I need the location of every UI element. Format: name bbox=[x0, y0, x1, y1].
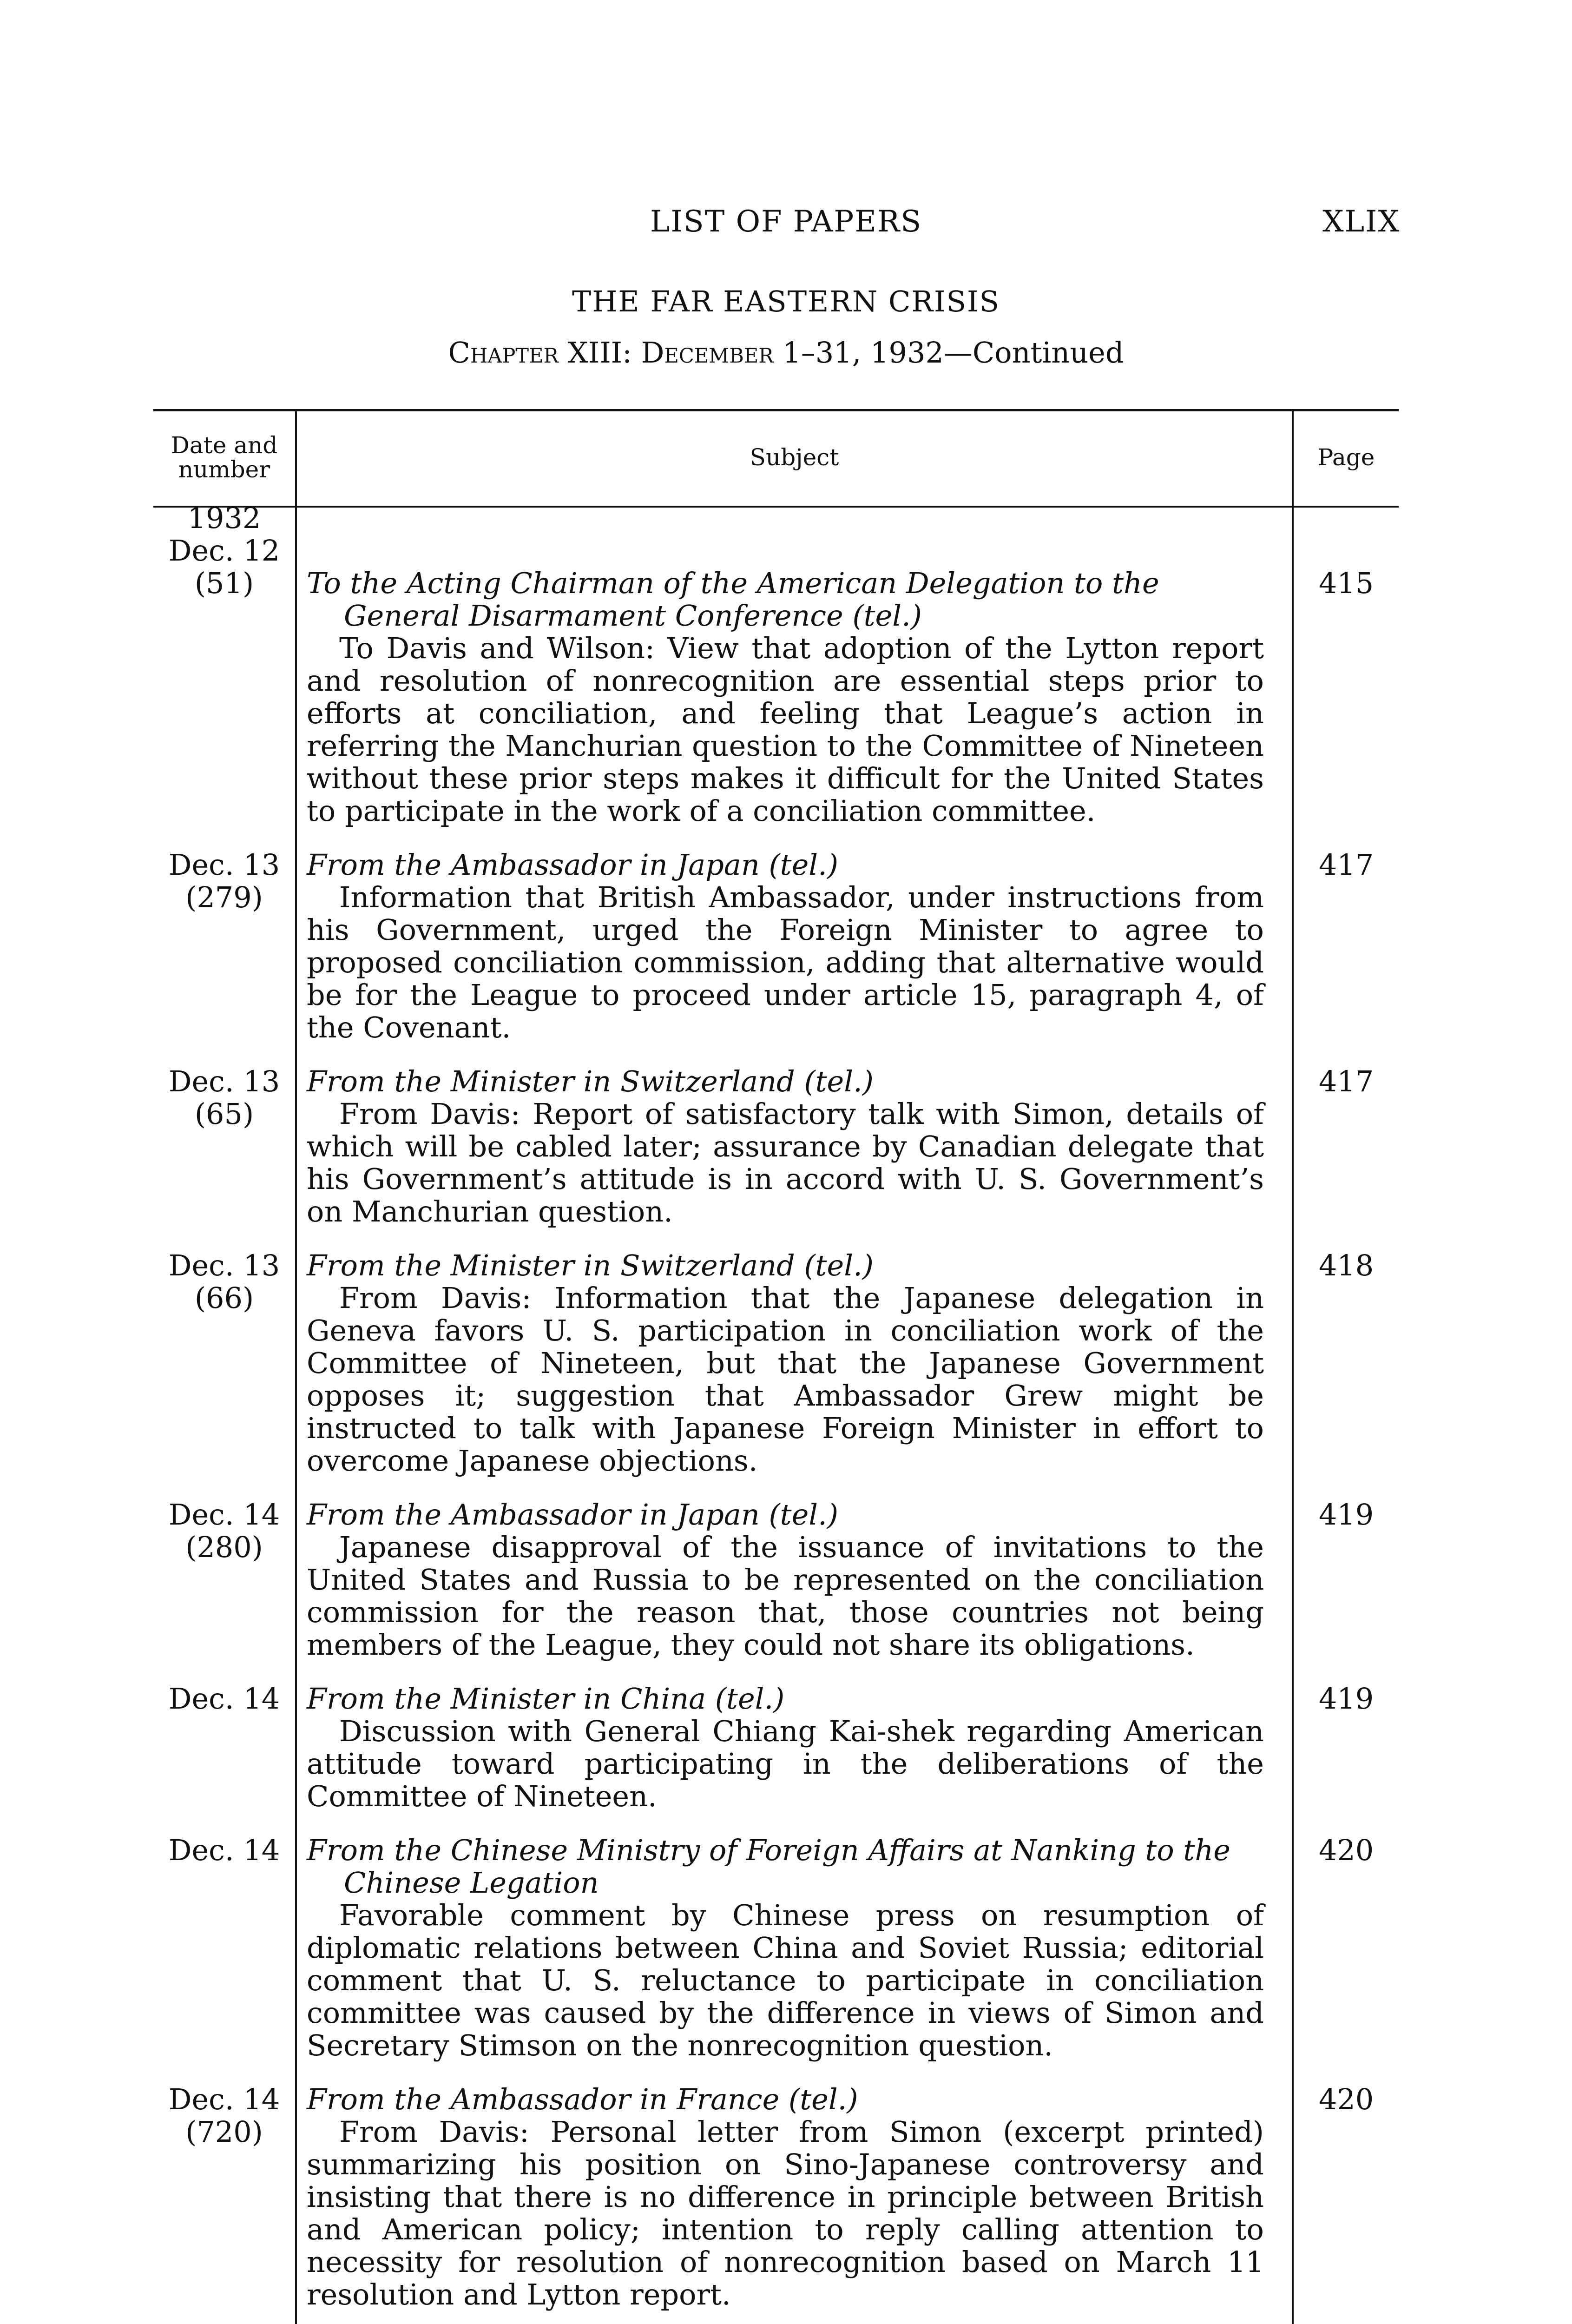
entry-date: Dec. 13 bbox=[168, 848, 280, 882]
entry-page: 419 bbox=[1318, 1682, 1374, 1716]
list-item bbox=[0, 1249, 1572, 1477]
entry-date-number bbox=[153, 1249, 295, 1314]
section-title: THE FAR EASTERN CRISIS bbox=[572, 284, 1000, 318]
entry-page: 420 bbox=[1318, 1833, 1374, 1867]
entry-summary: Discussion with General Chiang Kai-shek regarding American attitude toward participating in the deliberations of the Committee of Nineteen. bbox=[307, 1714, 1264, 1813]
entry-subject bbox=[307, 535, 1264, 827]
entry-summary: Japanese disapproval of the issuance of invitations to the United States and Russia to be represented on the conciliation commission for the reason that, those countries not being members of the League, they could not share its obligations. bbox=[307, 1530, 1264, 1662]
entry-subject bbox=[307, 2083, 1264, 2311]
entry-date: Dec. 14 bbox=[168, 1833, 280, 1867]
entry-number: (720) bbox=[185, 2115, 263, 2149]
entry-date-number bbox=[153, 2083, 295, 2148]
running-head-title: LIST OF PAPERS bbox=[650, 205, 922, 239]
entry-heading: To the Acting Chairman of the American Delegation to the General Disarmament Conference (tel.) bbox=[307, 566, 1159, 633]
entry-heading: From the Minister in Switzerland (tel.) bbox=[307, 1064, 874, 1098]
table-header-rule bbox=[153, 506, 1399, 508]
entry-heading: From the Minister in Switzerland (tel.) bbox=[307, 1248, 874, 1282]
entry-page: 415 bbox=[1318, 566, 1374, 600]
entry-page: 419 bbox=[1318, 1498, 1374, 1532]
entry-heading: From the Ambassador in France (tel.) bbox=[307, 2082, 858, 2116]
column-header-subject: Subject bbox=[750, 443, 839, 471]
entry-date: Dec. 13 bbox=[168, 1064, 280, 1098]
entry-summary: From Davis: Information that the Japanese delegation in Geneva favors U. S. participation in conciliation work of the Committee of Nineteen, but that the Japanese Government opposes it; suggestion that Ambassador Grew might be instructed to talk with Japanese Foreign Minister in effort to overcome Japanese objections. bbox=[307, 1281, 1264, 1478]
entry-heading: From the Ambassador in Japan (tel.) bbox=[307, 1498, 839, 1532]
entry-date-number bbox=[153, 1065, 295, 1130]
list-item bbox=[0, 1834, 1572, 2062]
entry-heading: From the Ambassador in Japan (tel.) bbox=[307, 848, 839, 882]
entry-number: (65) bbox=[194, 1097, 254, 1131]
entry-date-number bbox=[153, 1683, 295, 1715]
entry-summary: Favorable comment by Chinese press on resumption of diplomatic relations between China and Soviet Russia; editorial comment that U. S. reluctance to participate in conciliation committee was caused by the difference in views of Simon and Secretary Stimson on the nonrecognition question. bbox=[307, 1898, 1264, 2062]
entry-number: (280) bbox=[185, 1530, 263, 1564]
entry-subject bbox=[307, 849, 1264, 1044]
entry-date: Dec. 14 bbox=[168, 1682, 280, 1716]
column-header-page: Page bbox=[1317, 443, 1375, 471]
chapter-dates: December bbox=[641, 336, 774, 370]
entry-summary: From Davis: Report of satisfactory talk with Simon, details of which will be cabled later; assurance by Canadian delegate that his Government’s attitude is in accord with U. S. Government’s on Manchurian question. bbox=[307, 1097, 1264, 1228]
entry-date: Dec. 12 bbox=[168, 534, 280, 568]
list-item bbox=[0, 1065, 1572, 1228]
list-item bbox=[0, 2083, 1572, 2311]
entry-date: Dec. 14 bbox=[168, 2082, 280, 2116]
entry-date-number bbox=[153, 1834, 295, 1867]
entry-subject bbox=[307, 1249, 1264, 1477]
entry-number: (279) bbox=[185, 880, 263, 914]
list-item bbox=[0, 1683, 1572, 1813]
running-head bbox=[0, 205, 1572, 246]
entry-date-number bbox=[153, 849, 295, 914]
entry-summary: To Davis and Wilson: View that adoption of the Lytton report and resolution of nonrecognition are essential steps prior to efforts at conciliation, and feeling that League’s action in referring the Manchurian question to the Committee of Nineteen without these prior steps makes it difficult for the United States to participate in the work of a conciliation committee. bbox=[307, 631, 1264, 828]
list-item bbox=[0, 849, 1572, 1044]
entry-number: (51) bbox=[194, 566, 254, 600]
entry-page: 420 bbox=[1318, 2082, 1374, 2116]
column-header-date: Date and number bbox=[171, 431, 278, 483]
entry-summary: Information that British Ambassador, under instructions from his Government, urged the Foreign Minister to agree to proposed conciliation commission, adding that alternative would be for the League to proceed under article 15, paragraph 4, of the Covenant. bbox=[307, 880, 1264, 1044]
entry-page: 417 bbox=[1318, 1064, 1374, 1098]
list-item bbox=[0, 1499, 1572, 1661]
entry-date: Dec. 13 bbox=[168, 1248, 280, 1282]
chapter-number: XIII: bbox=[567, 336, 632, 370]
entry-subject bbox=[307, 1499, 1264, 1661]
papers-list bbox=[0, 501, 1572, 2311]
entry-date-number bbox=[153, 1499, 295, 1564]
entry-heading: From the Minister in China (tel.) bbox=[307, 1682, 785, 1716]
entry-subject bbox=[307, 1065, 1264, 1228]
entry-date: Dec. 14 bbox=[168, 1498, 280, 1532]
entry-heading: From the Chinese Ministry of Foreign Affairs at Nanking to the Chinese Legation bbox=[307, 1833, 1230, 1900]
entry-subject bbox=[307, 1683, 1264, 1813]
entry-number: (66) bbox=[194, 1281, 254, 1315]
chapter-label: Chapter bbox=[448, 336, 559, 370]
entry-page: 417 bbox=[1318, 848, 1374, 882]
entry-subject bbox=[307, 1834, 1264, 2062]
entry-date-number bbox=[153, 502, 295, 600]
entry-page: 418 bbox=[1318, 1248, 1374, 1282]
chapter-title bbox=[0, 336, 1572, 370]
entry-year: 1932 bbox=[187, 501, 261, 535]
entry-summary: From Davis: Personal letter from Simon (excerpt printed) summarizing his position on Sino-Japanese controversy and insisting that there is no difference in principle between British and American policy; intention to reply calling attention to necessity for resolution of nonrecognition based on March 11 resolution and Lytton report. bbox=[307, 2115, 1264, 2311]
page-folio: XLIX bbox=[1322, 205, 1400, 239]
list-item bbox=[0, 501, 1572, 828]
chapter-range: 1–31, 1932—Continued bbox=[783, 336, 1124, 370]
